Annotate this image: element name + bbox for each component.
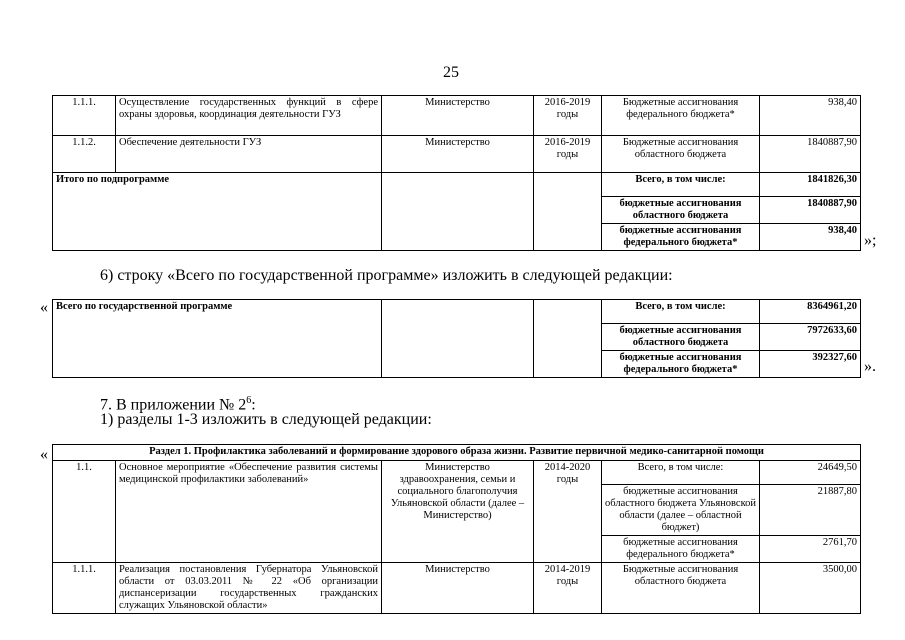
funding-source: бюджетные ассигнования областного бюджета (602, 197, 760, 224)
closing-quote: »; (864, 232, 877, 249)
amount: 1840887,90 (760, 197, 861, 224)
years: 2016-2019 годы (534, 96, 602, 136)
executor: Министерство (382, 96, 534, 136)
row-number: 1.1.1. (53, 96, 116, 136)
funding-source: Бюджетные ассигнования областного бюджета (602, 563, 760, 614)
program-total-table (52, 299, 861, 378)
amount: 2761,70 (760, 536, 861, 563)
funding-source: бюджетные ассигнования федерального бюджета* (602, 224, 760, 251)
footnote-mark: 6 (246, 395, 252, 406)
table-row (53, 173, 861, 197)
funding-source: бюджетные ассигнования федерального бюджета* (602, 536, 760, 563)
sections-table (52, 444, 861, 614)
empty-cell (382, 173, 534, 251)
years: 2016-2019 годы (534, 136, 602, 173)
amount: 1841826,30 (760, 173, 861, 197)
table-row (53, 136, 861, 173)
measure-name: Реализация постановления Губернатора Ульяновской области от 03.03.2011 № 22 «Об организации диспансеризации государственных гражданских служащих Ульяновской области» (116, 563, 382, 614)
funding-source: Бюджетные ассигнования областного бюджета (602, 136, 760, 173)
empty-cell (382, 300, 534, 378)
section-header-row (53, 445, 861, 461)
amount: 1840887,90 (760, 136, 861, 173)
amount: 21887,80 (760, 485, 861, 536)
paragraph-7-text: 7. В приложении № 2 (100, 396, 247, 414)
opening-quote: « (40, 446, 48, 463)
amount: 938,40 (760, 96, 861, 136)
executor: Министерство (382, 136, 534, 173)
paragraph-7-1: 1) разделы 1-3 изложить в следующей редакции: (100, 411, 432, 428)
amount: 3500,00 (760, 563, 861, 614)
years: 2014-2019 годы (534, 563, 602, 614)
funding-source: бюджетные ассигнования областного бюджета Ульяновской области (далее – областной бюджет) (602, 485, 760, 536)
funding-source: бюджетные ассигнования федерального бюджета* (602, 351, 760, 378)
executor: Министерство здравоохранения, семьи и социального благополучия Ульяновской области (далее – Министерство) (382, 461, 534, 563)
funding-source: Бюджетные ассигнования федерального бюджета* (602, 96, 760, 136)
amount: 7972633,60 (760, 324, 861, 351)
row-number: 1.1.2. (53, 136, 116, 173)
paragraph-6: 6) строку «Всего по государственной программе» изложить в следующей редакции: (100, 267, 673, 284)
measure-name: Осуществление государственных функций в сфере охраны здоровья, координация деятельности ГУЗ (116, 96, 382, 136)
empty-cell (534, 300, 602, 378)
total-label: Всего по государственной программе (53, 300, 382, 378)
funding-source: Всего, в том числе: (602, 300, 760, 324)
section-title: Раздел 1. Профилактика заболеваний и формирование здорового образа жизни. Развитие первичной медико-санитарной помощи (53, 445, 861, 461)
funding-source: Всего, в том числе: (602, 173, 760, 197)
amount: 24649,50 (760, 461, 861, 485)
total-label: Итого по подпрограмме (53, 173, 382, 251)
closing-quote: ». (864, 358, 876, 375)
table-row (53, 300, 861, 324)
table-row (53, 563, 861, 614)
table-row (53, 461, 861, 485)
years: 2014-2020 годы (534, 461, 602, 563)
measure-name: Обеспечение деятельности ГУЗ (116, 136, 382, 173)
empty-cell (534, 173, 602, 251)
funding-source: бюджетные ассигнования областного бюджета (602, 324, 760, 351)
subprogram-table (52, 95, 861, 251)
amount: 8364961,20 (760, 300, 861, 324)
page-number: 25 (443, 64, 459, 81)
opening-quote: « (40, 299, 48, 316)
measure-name: Основное мероприятие «Обеспечение развития системы медицинской профилактики заболеваний» (116, 461, 382, 563)
table-row (53, 96, 861, 136)
row-number: 1.1.1. (53, 563, 116, 614)
paragraph-7-tail: : (251, 396, 256, 414)
row-number: 1.1. (53, 461, 116, 563)
amount: 392327,60 (760, 351, 861, 378)
executor: Министерство (382, 563, 534, 614)
funding-source: Всего, в том числе: (602, 461, 760, 485)
amount: 938,40 (760, 224, 861, 251)
